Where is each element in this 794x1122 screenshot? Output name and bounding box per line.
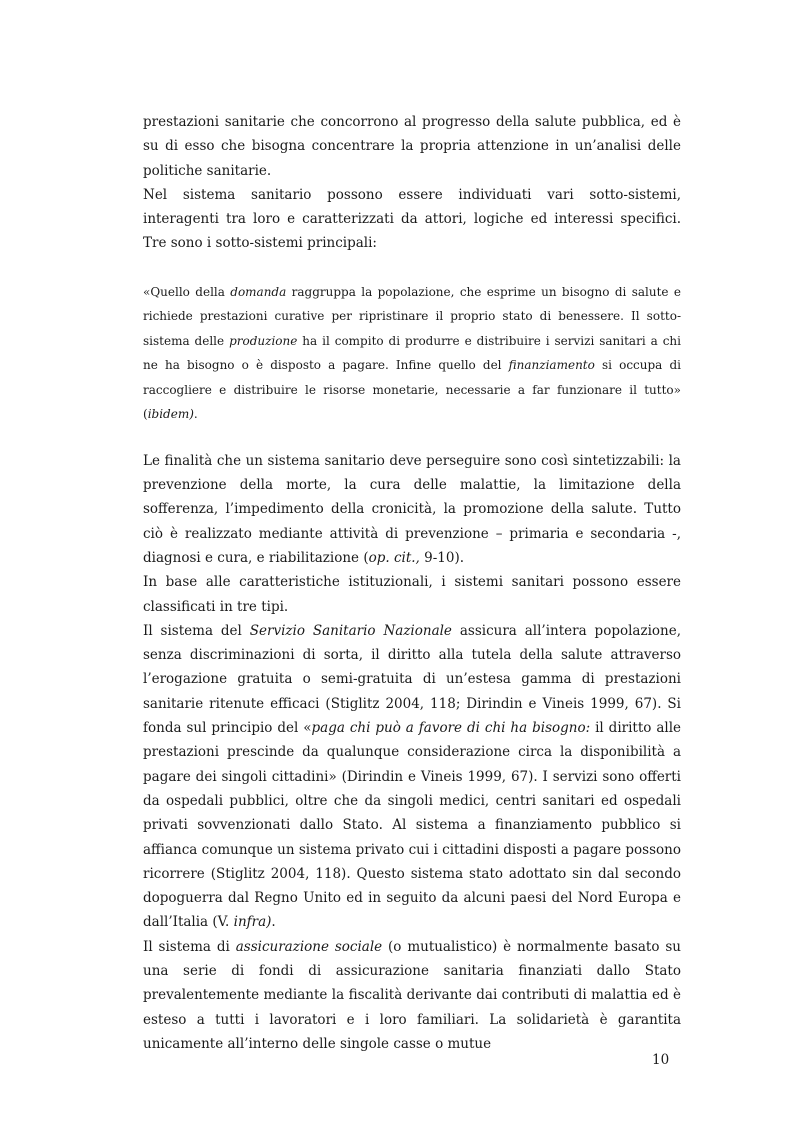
intro-paragraph-1: prestazioni sanitarie che concorrono al progresso della salute pubblica, ed è su di esso che bisogna concentrare la propria attenzione in un’analisi delle politiche sanitarie. (143, 114, 681, 179)
intro-paragraph-2: Nel sistema sanitario possono essere individuati vari sotto-sistemi, interagenti tra loro e caratterizzati da attori, logiche ed interessi specifici. Tre sono i sotto-sistemi principali: (143, 186, 681, 252)
paragraph-classificazione: In base alle caratteristiche istituzionali, i sistemi sanitari possono essere classificati in tre tipi. (143, 574, 681, 615)
page-body (143, 110, 681, 1056)
paragraph-ssn: Il sistema del Servizio Sanitario Nazionale assicura all’intera popolazione, senza discriminazioni di sorta, il diritto alla tutela della salute attraverso l’erogazione gratuita o semi-gratuita di un’estesa gamma di prestazioni sanitarie ritenute efficaci (Stiglitz 2004, 118; Dirindin e Vineis 1999, 67). Si fonda sul principio del «paga chi può a favore di chi ha bisogno: il diritto alle prestazioni prescinde da qualunque considerazione circa la disponibilità a pagare dei singoli cittadini» (Dirindin e Vineis 1999, 67). I servizi sono offerti da ospedali pubblici, oltre che da singoli medici, centri sanitari ed ospedali privati sovvenzionati dallo Stato. Al sistema a finanziamento pubblico si affianca comunque un sistema privato cui i cittadini disposti a pagare possono ricorrere (Stiglitz 2004, 118). Questo sistema stato adottato sin dal secondo dopoguerra dal Regno Unito ed in seguito da alcuni paesi del Nord Europa e dall’Italia (V. infra). (143, 622, 682, 931)
paragraph-assicurazione-sociale: Il sistema di assicurazione sociale (o mutualistico) è normalmente basato su una serie di fondi di assicurazione sanitaria finanziati dallo Stato prevalentemente mediante la fiscalità derivante dai contributi di malattia ed è esteso a tutti i lavoratori e i loro familiari. La solidarietà è garantita unicamente all’interno delle singole casse o mutue (143, 938, 681, 1052)
paragraph-finalita: Le finalità che un sistema sanitario deve perseguire sono così sintetizzabili: la prevenzione della morte, la cura delle malattie, la limitazione della sofferenza, l’impedimento della cronicità, la promozione della salute. Tutto ciò è realizzato mediante attività di prevenzione – primaria e secondaria -, diagnosi e cura, e riabilitazione (op. cit., 9-10). (143, 452, 681, 566)
page-number: 10 (652, 1052, 670, 1068)
block-quote: «Quello della domanda raggruppa la popolazione, che esprime un bisogno di salute e richiede prestazioni curative per ripristinare il proprio stato di benessere. Il sotto-sistema delle produzione ha il compito di produrre e distribuire i servizi sanitari a chi ne ha bisogno o è disposto a pagare. Infine quello del finanziamento si occupa di raccogliere e distribuire le risorse monetarie, necessarie a far funzionare il tutto» (ibidem). (143, 284, 681, 422)
